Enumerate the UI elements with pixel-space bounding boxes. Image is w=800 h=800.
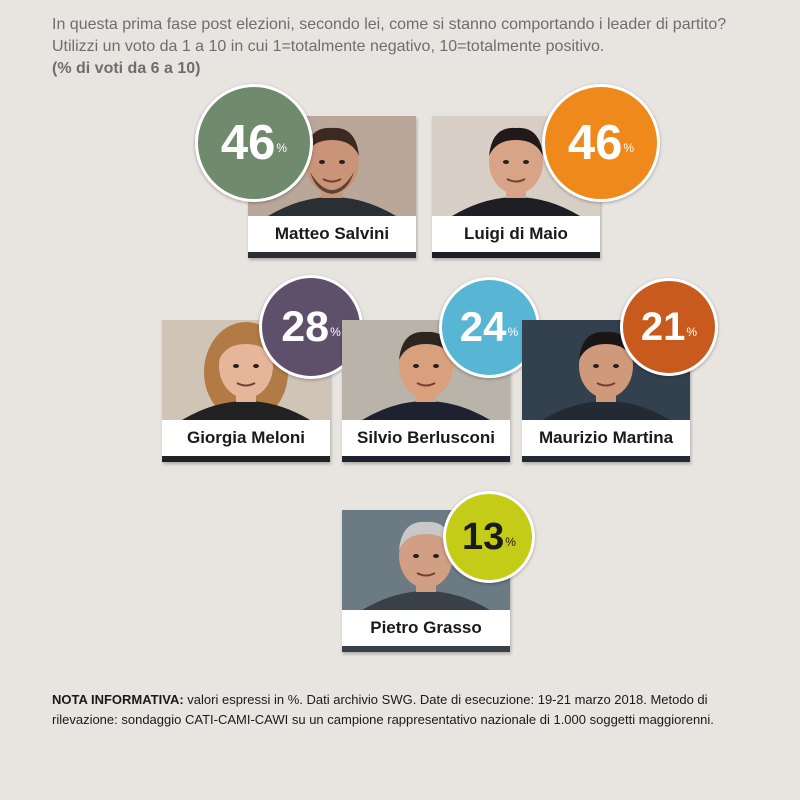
leader-name: Maurizio Martina <box>522 420 690 456</box>
score-value: 13 <box>462 515 505 558</box>
score-value: 24 <box>459 303 507 350</box>
card-bottom-strip <box>342 646 510 652</box>
score-unit: % <box>623 141 635 156</box>
card-bottom-strip <box>162 456 330 462</box>
card-bottom-strip <box>522 456 690 462</box>
leader-name: Silvio Berlusconi <box>342 420 510 456</box>
score-value: 21 <box>640 304 686 349</box>
score-unit: % <box>330 325 341 340</box>
score-value: 46 <box>220 116 276 170</box>
score-badge <box>542 84 660 202</box>
note-label: NOTA INFORMATIVA: <box>52 692 184 707</box>
score-unit: % <box>505 535 516 550</box>
leader-name: Pietro Grasso <box>342 610 510 646</box>
score-value: 46 <box>567 116 623 170</box>
score-badge <box>620 278 718 376</box>
score-unit: % <box>507 325 519 340</box>
methodology-note <box>52 690 772 730</box>
card-bottom-strip <box>248 252 416 258</box>
score-value: 28 <box>281 302 330 351</box>
question-subtitle: (% di voti da 6 a 10) <box>52 60 201 77</box>
question-text: In questa prima fase post elezioni, secondo lei, come si stanno comportando i leader di partito? Utilizzi un voto da 1 a 10 in cui 1=totalmente negativo, 10=totalmente positivo. <box>52 16 727 55</box>
score-unit: % <box>276 141 288 156</box>
card-bottom-strip <box>342 456 510 462</box>
note-text: valori espressi in %. Dati archivio SWG. Date di esecuzione: 19-21 marzo 2018. Metodo di rilevazione: sondaggio CATI-CAMI-CAWI su un campione rappresentativo nazionale di 1.000 soggetti maggiorenni. <box>52 692 714 727</box>
score-unit: % <box>686 325 698 340</box>
leader-name: Matteo Salvini <box>248 216 416 252</box>
leader-name: Luigi di Maio <box>432 216 600 252</box>
card-bottom-strip <box>432 252 600 258</box>
score-badge <box>195 84 313 202</box>
survey-question <box>52 14 772 80</box>
leader-name: Giorgia Meloni <box>162 420 330 456</box>
score-badge <box>443 491 535 583</box>
